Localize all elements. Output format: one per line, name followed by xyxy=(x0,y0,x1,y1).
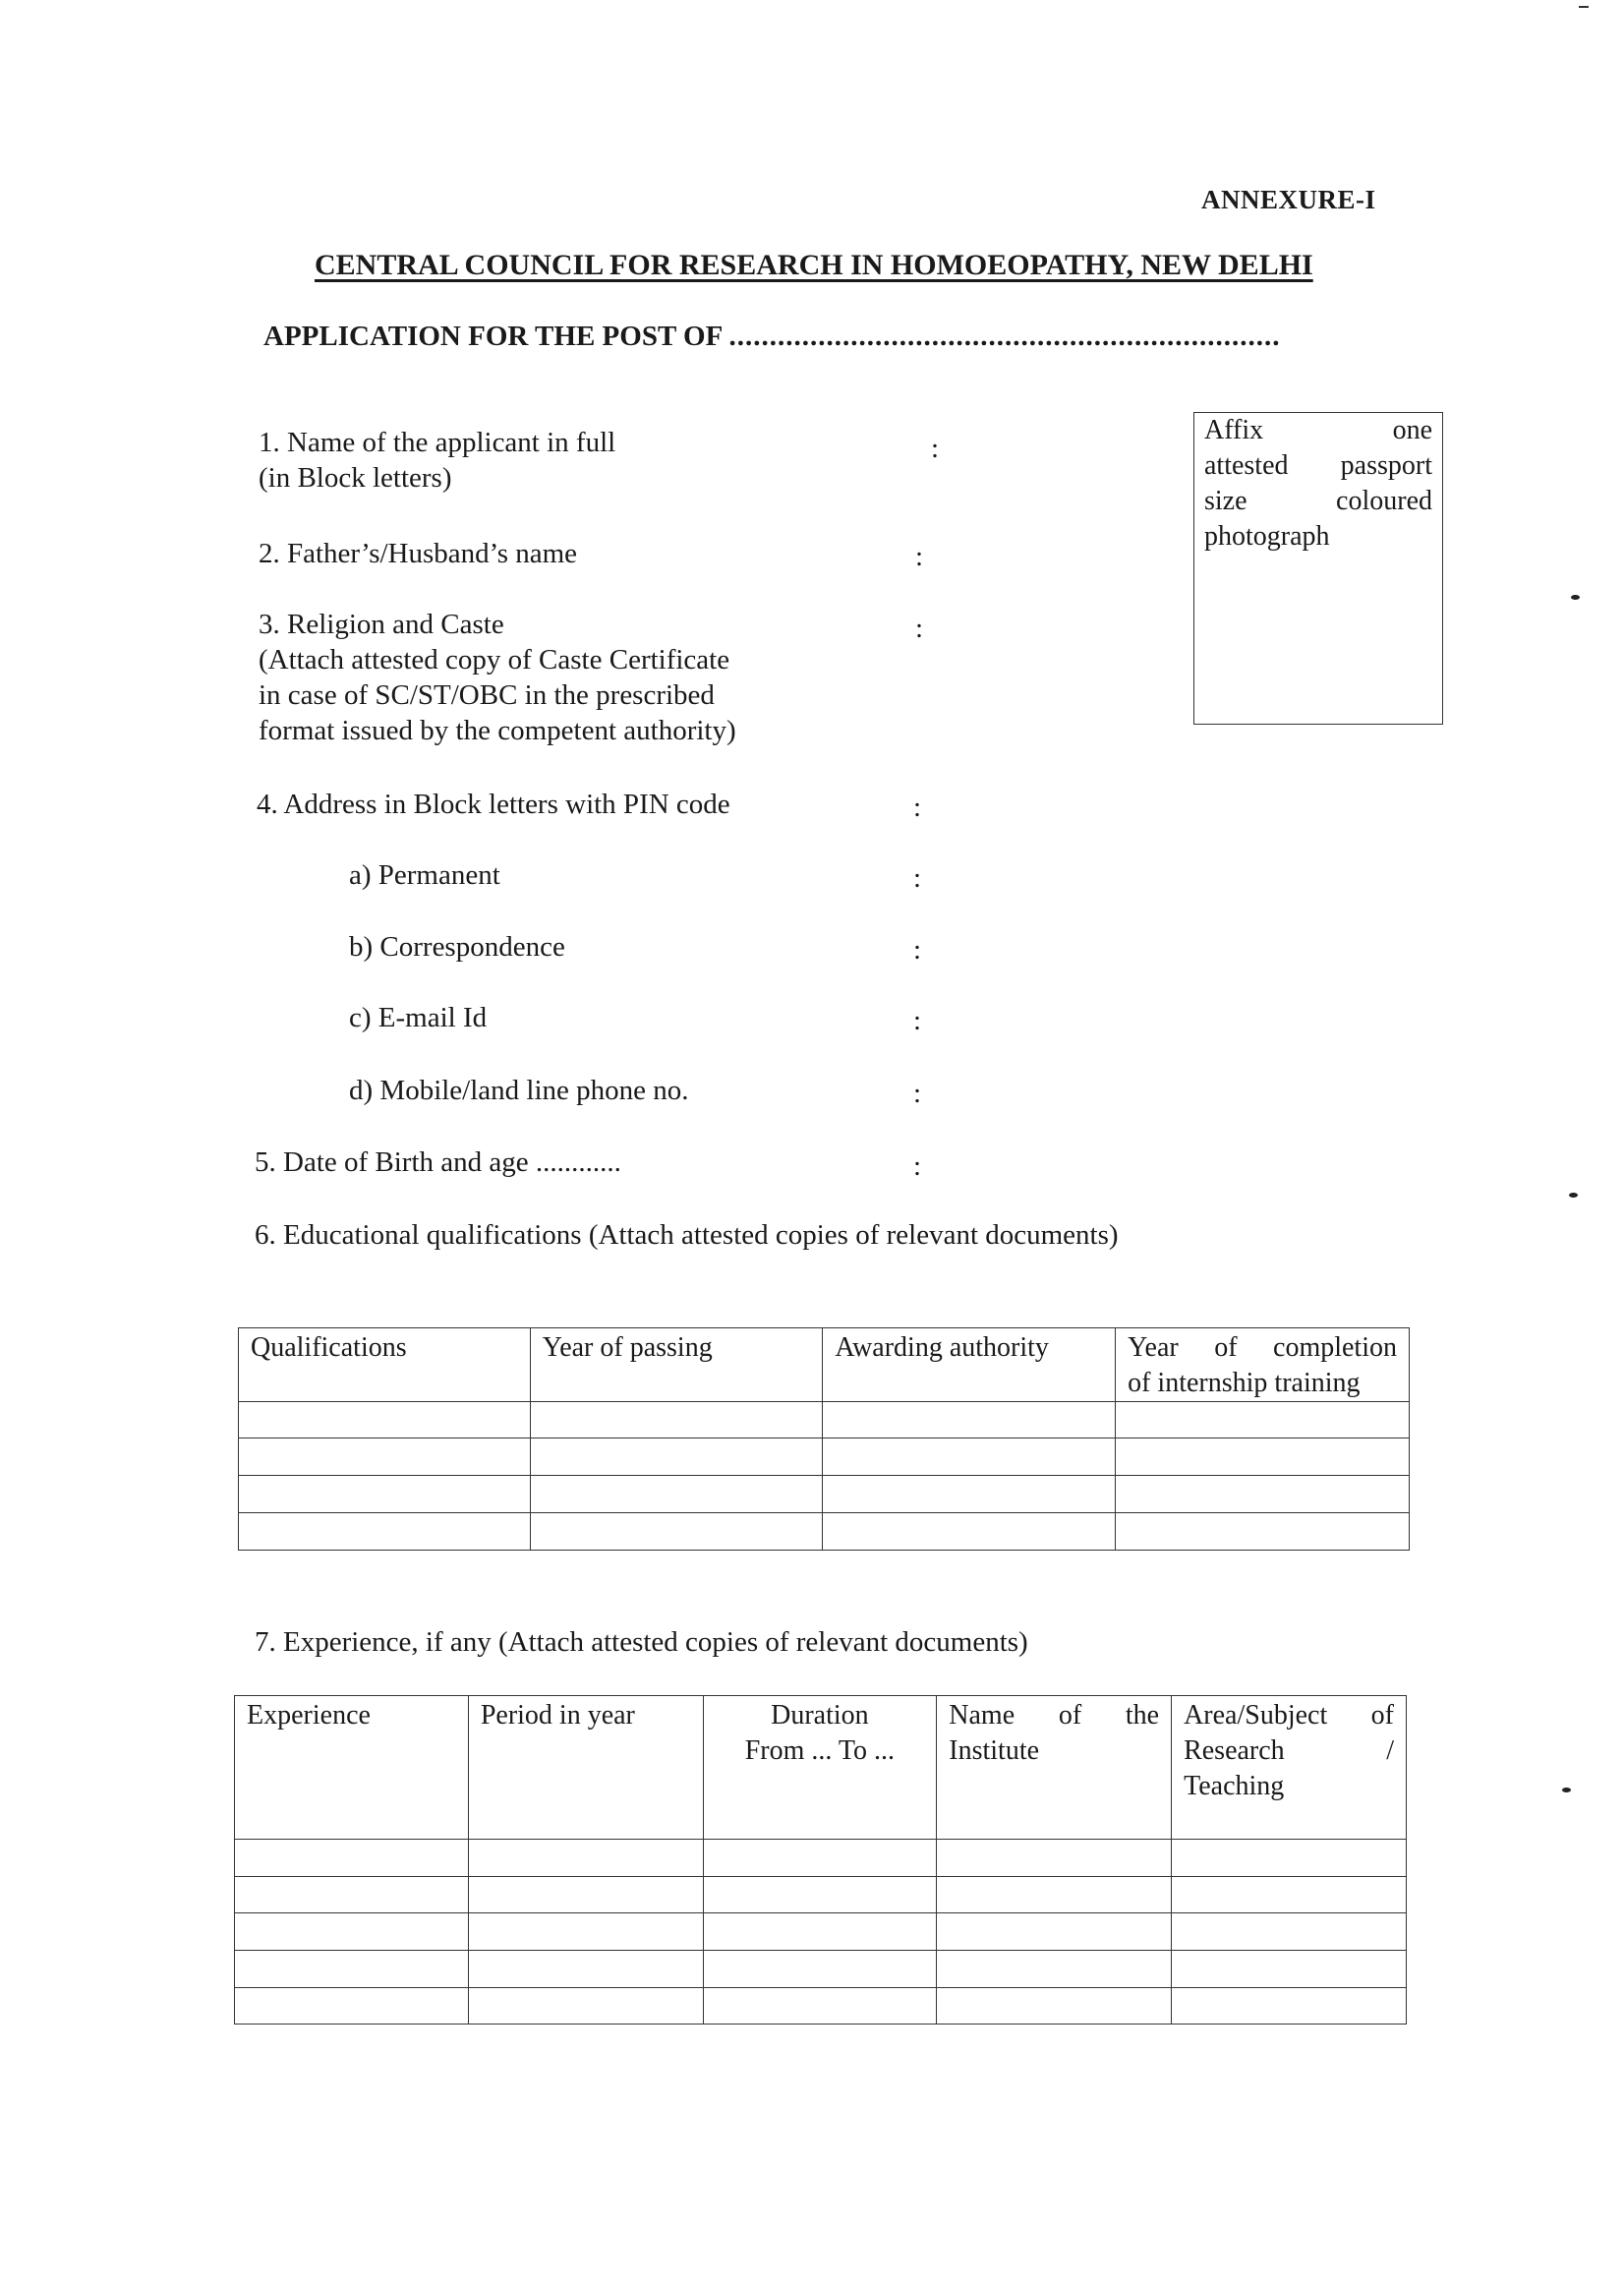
photo-box-word: coloured xyxy=(1336,486,1432,516)
header-line: Institute xyxy=(949,1735,1040,1766)
field-line: (in Block letters) xyxy=(259,462,452,494)
table-header-cell xyxy=(937,1696,1172,1840)
header-word: of xyxy=(1370,1700,1394,1731)
table-cell[interactable] xyxy=(823,1513,1116,1551)
table-row xyxy=(239,1438,1410,1476)
table-cell[interactable] xyxy=(703,1988,937,2025)
field-correspondence-label: b) Correspondence xyxy=(349,931,565,963)
header-word: the xyxy=(1125,1700,1160,1731)
header-line: Teaching xyxy=(1184,1771,1285,1801)
photo-box-word: size xyxy=(1204,486,1247,516)
field-line: format issued by the competent authority) xyxy=(259,715,736,746)
table-header-cell xyxy=(703,1696,937,1840)
table-cell[interactable] xyxy=(1172,1840,1407,1877)
table-cell[interactable] xyxy=(1116,1438,1410,1476)
table-cell[interactable] xyxy=(468,1877,703,1913)
header-line: of internship training xyxy=(1128,1368,1361,1398)
table-header-cell: Year of passing xyxy=(530,1328,823,1402)
table-cell[interactable] xyxy=(1116,1476,1410,1513)
table-cell[interactable] xyxy=(468,1951,703,1988)
table-cell[interactable] xyxy=(530,1438,823,1476)
post-heading xyxy=(263,321,1280,353)
field-phone-colon[interactable]: : xyxy=(913,1078,922,1109)
table-cell[interactable] xyxy=(235,1951,469,1988)
table-cell[interactable] xyxy=(235,1840,469,1877)
scan-mark xyxy=(1579,6,1589,8)
field-permanent-colon[interactable]: : xyxy=(913,862,922,894)
field-name-label xyxy=(259,425,615,496)
table-header-cell: Qualifications xyxy=(239,1328,531,1402)
table-cell[interactable] xyxy=(1172,1951,1407,1988)
table-cell[interactable] xyxy=(235,1913,469,1951)
field-phone-label: d) Mobile/land line phone no. xyxy=(349,1075,689,1106)
header-word: of xyxy=(1058,1700,1082,1731)
scan-speck xyxy=(1571,595,1580,600)
table-cell[interactable] xyxy=(235,1988,469,2025)
table-row xyxy=(239,1402,1410,1438)
photo-box-word: Affix xyxy=(1204,415,1264,445)
photo-box-line xyxy=(1204,413,1432,448)
table-header-cell: Experience xyxy=(235,1696,469,1840)
field-father-label: 2. Father’s/Husband’s name xyxy=(259,538,578,569)
table-cell[interactable] xyxy=(823,1438,1116,1476)
field-address-label: 4. Address in Block letters with PIN code xyxy=(257,789,730,820)
table-cell[interactable] xyxy=(937,1913,1172,1951)
annexure-label: ANNEXURE-I xyxy=(1201,185,1376,214)
table-header-cell xyxy=(1172,1696,1407,1840)
table-cell[interactable] xyxy=(937,1877,1172,1913)
table-cell[interactable] xyxy=(239,1476,531,1513)
table-header-row xyxy=(235,1696,1407,1840)
table-row xyxy=(239,1513,1410,1551)
table-cell[interactable] xyxy=(937,1840,1172,1877)
table-cell[interactable] xyxy=(937,1988,1172,2025)
photo-box[interactable] xyxy=(1193,412,1443,725)
field-address-colon: : xyxy=(913,792,922,823)
table-cell[interactable] xyxy=(468,1840,703,1877)
table-cell[interactable] xyxy=(703,1877,937,1913)
post-blank[interactable]: .................................................................... xyxy=(728,321,1281,352)
field-name-colon[interactable]: : xyxy=(931,433,940,464)
field-religion-colon[interactable]: : xyxy=(915,613,924,644)
table-row xyxy=(235,1877,1407,1913)
table-cell[interactable] xyxy=(1172,1913,1407,1951)
table-cell[interactable] xyxy=(703,1913,937,1951)
table-header-cell xyxy=(1116,1328,1410,1402)
field-experience-heading: 7. Experience, if any (Attach attested copies of relevant documents) xyxy=(255,1626,1028,1658)
council-title: CENTRAL COUNCIL FOR RESEARCH IN HOMOEOPATHY, NEW DELHI xyxy=(315,249,1313,281)
table-cell[interactable] xyxy=(703,1840,937,1877)
table-cell[interactable] xyxy=(468,1988,703,2025)
table-row xyxy=(239,1476,1410,1513)
field-father-colon[interactable]: : xyxy=(915,541,924,572)
field-religion-label xyxy=(259,607,736,748)
header-word: Area/Subject xyxy=(1184,1700,1328,1731)
table-header-cell: Awarding authority xyxy=(823,1328,1116,1402)
table-cell[interactable] xyxy=(703,1951,937,1988)
table-cell[interactable] xyxy=(530,1513,823,1551)
photo-box-line: photograph xyxy=(1204,521,1330,552)
header-word: completion xyxy=(1273,1332,1397,1363)
field-dob-colon[interactable]: : xyxy=(913,1150,922,1182)
experience-table xyxy=(234,1695,1407,2025)
table-cell[interactable] xyxy=(823,1476,1116,1513)
table-cell[interactable] xyxy=(1116,1402,1410,1438)
scan-speck xyxy=(1562,1788,1571,1792)
field-dob-label: 5. Date of Birth and age ............ xyxy=(255,1146,621,1178)
table-cell[interactable] xyxy=(239,1402,531,1438)
table-row xyxy=(235,1840,1407,1877)
field-line: (Attach attested copy of Caste Certificate xyxy=(259,644,730,675)
table-cell[interactable] xyxy=(530,1402,823,1438)
table-cell[interactable] xyxy=(239,1438,531,1476)
table-cell[interactable] xyxy=(1116,1513,1410,1551)
photo-box-word: attested xyxy=(1204,450,1289,481)
table-header-row xyxy=(239,1328,1410,1402)
header-line: From ... To ... xyxy=(744,1735,896,1766)
photo-box-word: one xyxy=(1392,415,1432,445)
table-cell[interactable] xyxy=(1172,1877,1407,1913)
table-cell[interactable] xyxy=(530,1476,823,1513)
field-line: in case of SC/ST/OBC in the prescribed xyxy=(259,679,715,711)
header-line: Duration xyxy=(771,1700,869,1731)
table-cell[interactable] xyxy=(937,1951,1172,1988)
education-table xyxy=(238,1327,1410,1551)
field-correspondence-colon[interactable]: : xyxy=(913,934,922,966)
photo-box-line xyxy=(1204,484,1432,519)
table-row xyxy=(235,1951,1407,1988)
field-email-label: c) E-mail Id xyxy=(349,1002,488,1033)
header-line xyxy=(1184,1733,1394,1769)
field-email-colon[interactable]: : xyxy=(913,1005,922,1036)
photo-box-word: passport xyxy=(1340,450,1432,481)
table-cell[interactable] xyxy=(823,1402,1116,1438)
field-permanent-label: a) Permanent xyxy=(349,859,500,891)
header-word: of xyxy=(1214,1332,1238,1363)
header-line xyxy=(1128,1330,1397,1366)
photo-box-line xyxy=(1204,448,1432,484)
header-word: / xyxy=(1386,1735,1394,1766)
header-word: Year xyxy=(1128,1332,1179,1363)
table-cell[interactable] xyxy=(468,1913,703,1951)
header-word: Name xyxy=(949,1700,1015,1731)
header-word: Research xyxy=(1184,1735,1285,1766)
post-label: APPLICATION FOR THE POST OF xyxy=(263,321,723,352)
scan-speck xyxy=(1569,1193,1578,1198)
field-line: 1. Name of the applicant in full xyxy=(259,427,616,458)
table-cell[interactable] xyxy=(239,1513,531,1551)
table-row xyxy=(235,1988,1407,2025)
header-line xyxy=(1184,1698,1394,1733)
table-row xyxy=(235,1913,1407,1951)
field-education-heading: 6. Educational qualifications (Attach attested copies of relevant documents) xyxy=(255,1219,1119,1251)
table-cell[interactable] xyxy=(235,1877,469,1913)
table-cell[interactable] xyxy=(1172,1988,1407,2025)
table-header-cell: Period in year xyxy=(468,1696,703,1840)
header-line xyxy=(949,1698,1159,1733)
field-line: 3. Religion and Caste xyxy=(259,609,504,640)
